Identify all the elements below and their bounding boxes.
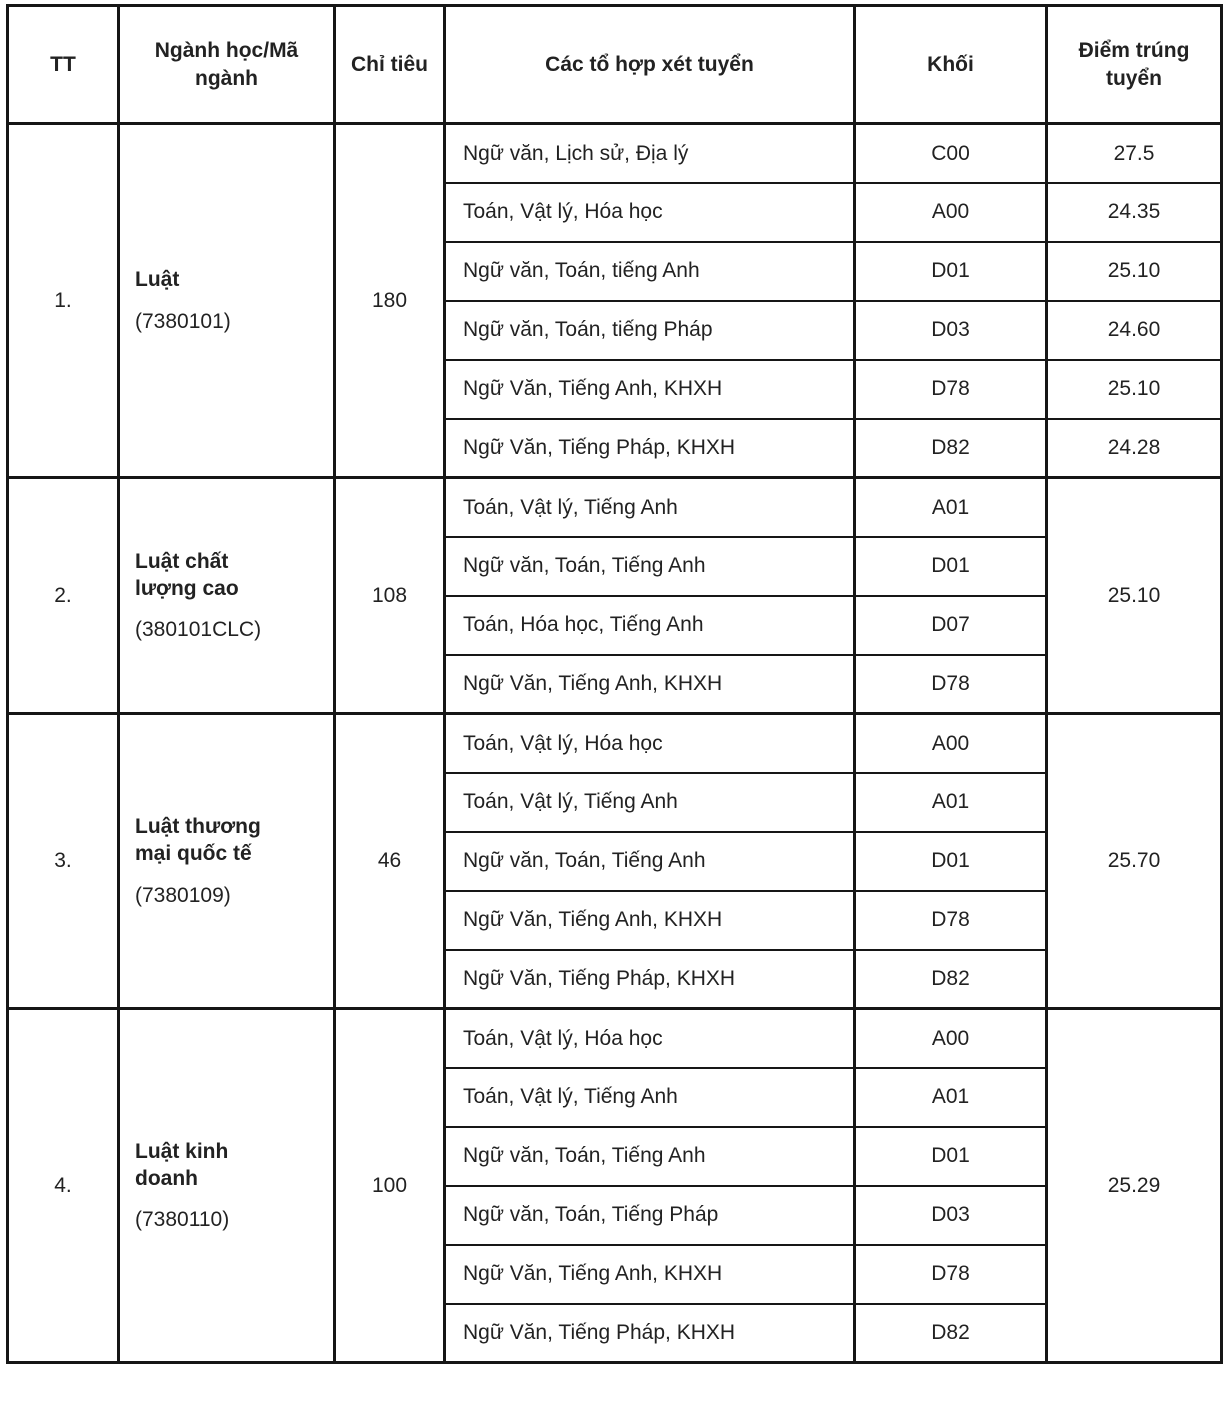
major-name: Luật chất lượng cao xyxy=(135,549,239,600)
block-cell: A01 xyxy=(855,773,1047,832)
major-name: Luật thương mại quốc tế xyxy=(135,815,261,866)
major-code: (7380110) xyxy=(135,1208,230,1232)
major-cell xyxy=(119,714,335,1009)
column-header-tt: TT xyxy=(8,6,119,124)
block-cell: D82 xyxy=(855,950,1047,1009)
combo-cell: Toán, Vật lý, Hóa học xyxy=(445,714,855,773)
combo-cell: Toán, Vật lý, Tiếng Anh xyxy=(445,1068,855,1127)
header-row xyxy=(8,6,1222,124)
major-cell xyxy=(119,1009,335,1363)
block-cell: A01 xyxy=(855,1068,1047,1127)
score-cell: 25.10 xyxy=(1047,478,1222,714)
quota-cell: 46 xyxy=(335,714,445,1009)
block-cell: D07 xyxy=(855,596,1047,655)
combo-cell: Ngữ Văn, Tiếng Pháp, KHXH xyxy=(445,950,855,1009)
table-row xyxy=(8,714,1222,773)
score-cell: 25.29 xyxy=(1047,1009,1222,1363)
major-code: (7380109) xyxy=(135,883,231,907)
block-cell: D01 xyxy=(855,1127,1047,1186)
tt-cell: 2. xyxy=(8,478,119,714)
combo-cell: Ngữ văn, Toán, Tiếng Anh xyxy=(445,832,855,891)
combo-cell: Ngữ Văn, Tiếng Anh, KHXH xyxy=(445,1245,855,1304)
block-cell: D03 xyxy=(855,301,1047,360)
combo-cell: Ngữ văn, Toán, tiếng Anh xyxy=(445,242,855,301)
combo-cell: Ngữ văn, Toán, tiếng Pháp xyxy=(445,301,855,360)
combo-cell: Ngữ Văn, Tiếng Pháp, KHXH xyxy=(445,419,855,478)
column-header-block: Khối xyxy=(855,6,1047,124)
major-code: (380101CLC) xyxy=(135,618,262,642)
score-cell: 25.70 xyxy=(1047,714,1222,1009)
combo-cell: Ngữ văn, Toán, Tiếng Pháp xyxy=(445,1186,855,1245)
block-cell: D78 xyxy=(855,1245,1047,1304)
block-cell: D01 xyxy=(855,242,1047,301)
combo-cell: Ngữ Văn, Tiếng Anh, KHXH xyxy=(445,360,855,419)
combo-cell: Ngữ văn, Lịch sử, Địa lý xyxy=(445,124,855,183)
combo-cell: Ngữ văn, Toán, Tiếng Anh xyxy=(445,537,855,596)
combo-cell: Ngữ Văn, Tiếng Anh, KHXH xyxy=(445,891,855,950)
combo-cell: Toán, Vật lý, Tiếng Anh xyxy=(445,773,855,832)
score-cell: 25.10 xyxy=(1047,242,1222,301)
tt-cell: 1. xyxy=(8,124,119,478)
column-header-score: Điểm trúng tuyển xyxy=(1047,6,1222,124)
quota-cell: 100 xyxy=(335,1009,445,1363)
block-cell: C00 xyxy=(855,124,1047,183)
admission-score-table xyxy=(6,4,1223,1364)
block-cell: D78 xyxy=(855,655,1047,714)
score-cell: 24.60 xyxy=(1047,301,1222,360)
table-row xyxy=(8,124,1222,183)
major-name: Luật kinh doanh xyxy=(135,1139,229,1190)
combo-cell: Ngữ văn, Toán, Tiếng Anh xyxy=(445,1127,855,1186)
combo-cell: Toán, Hóa học, Tiếng Anh xyxy=(445,596,855,655)
quota-cell: 108 xyxy=(335,478,445,714)
major-code: (7380101) xyxy=(135,309,231,333)
block-cell: D82 xyxy=(855,419,1047,478)
block-cell: D78 xyxy=(855,891,1047,950)
block-cell: A00 xyxy=(855,1009,1047,1068)
combo-cell: Ngữ Văn, Tiếng Pháp, KHXH xyxy=(445,1304,855,1363)
major-cell xyxy=(119,124,335,478)
block-cell: D82 xyxy=(855,1304,1047,1363)
major-cell xyxy=(119,478,335,714)
combo-cell: Ngữ Văn, Tiếng Anh, KHXH xyxy=(445,655,855,714)
block-cell: D78 xyxy=(855,360,1047,419)
table-row xyxy=(8,1009,1222,1068)
column-header-combo: Các tổ hợp xét tuyển xyxy=(445,6,855,124)
column-header-major: Ngành học/Mã ngành xyxy=(119,6,335,124)
score-cell: 24.28 xyxy=(1047,419,1222,478)
block-cell: D03 xyxy=(855,1186,1047,1245)
combo-cell: Toán, Vật lý, Tiếng Anh xyxy=(445,478,855,537)
major-name: Luật xyxy=(135,268,180,292)
block-cell: A00 xyxy=(855,183,1047,242)
score-cell: 24.35 xyxy=(1047,183,1222,242)
table-body xyxy=(8,124,1222,1363)
tt-cell: 4. xyxy=(8,1009,119,1363)
block-cell: A00 xyxy=(855,714,1047,773)
score-cell: 27.5 xyxy=(1047,124,1222,183)
tt-cell: 3. xyxy=(8,714,119,1009)
block-cell: D01 xyxy=(855,537,1047,596)
table-row xyxy=(8,478,1222,537)
column-header-quota: Chỉ tiêu xyxy=(335,6,445,124)
score-cell: 25.10 xyxy=(1047,360,1222,419)
combo-cell: Toán, Vật lý, Hóa học xyxy=(445,1009,855,1068)
block-cell: A01 xyxy=(855,478,1047,537)
table-header xyxy=(8,6,1222,124)
quota-cell: 180 xyxy=(335,124,445,478)
combo-cell: Toán, Vật lý, Hóa học xyxy=(445,183,855,242)
block-cell: D01 xyxy=(855,832,1047,891)
